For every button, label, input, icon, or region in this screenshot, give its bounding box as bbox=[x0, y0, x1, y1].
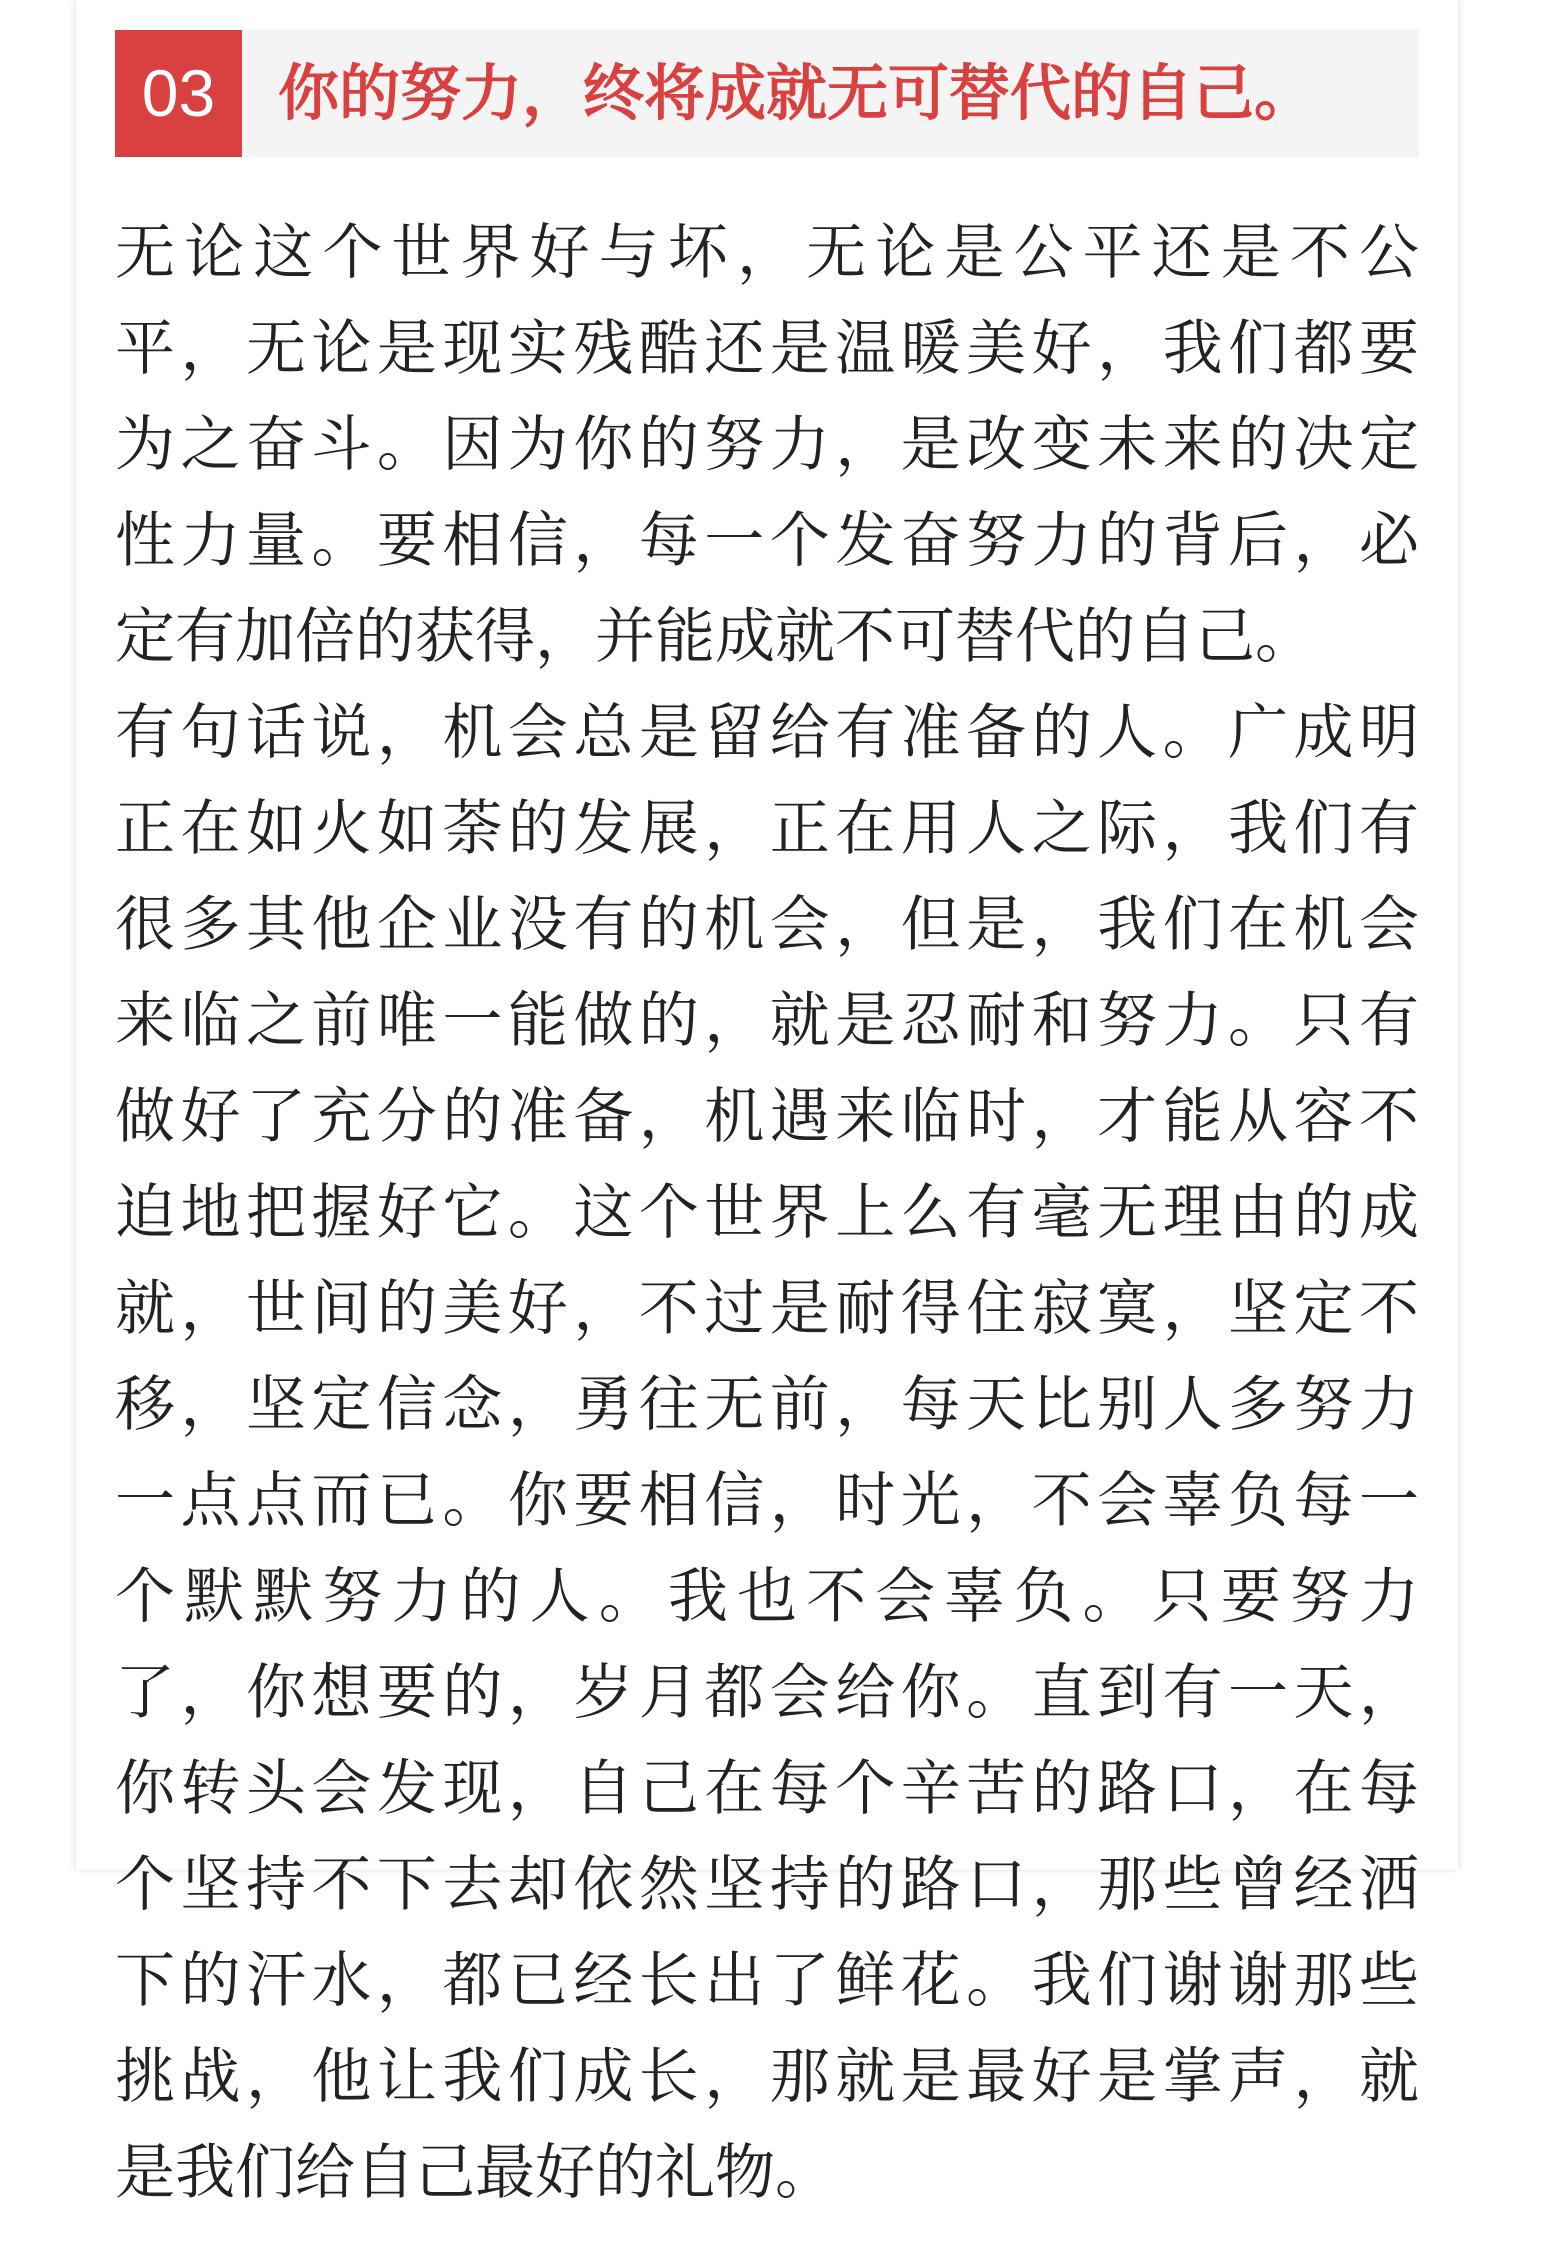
text-line: 定有加倍的获得，并能成就不可替代的自己。 bbox=[115, 602, 1315, 672]
text-line: 有句话说，机会总是留给有准备的人。广成明 bbox=[115, 698, 1419, 768]
text-line: 来临之前唯一能做的，就是忍耐和努力。只有 bbox=[115, 986, 1419, 1056]
section-header bbox=[115, 30, 1419, 157]
text-line: 一点点而已。你要相信，时光，不会辜负每一 bbox=[115, 1466, 1419, 1536]
section-number-badge: 03 bbox=[115, 30, 242, 157]
text-line: 是我们给自己最好的礼物。 bbox=[115, 2138, 835, 2208]
text-line: 性力量。要相信，每一个发奋努力的背后，必 bbox=[115, 506, 1419, 576]
text-line: 无论这个世界好与坏，无论是公平还是不公 bbox=[115, 218, 1419, 288]
text-line: 挑战，他让我们成长，那就是最好是掌声，就 bbox=[115, 2042, 1419, 2112]
text-line: 个默默努力的人。我也不会辜负。只要努力 bbox=[115, 1562, 1419, 1632]
text-line: 迫地把握好它。这个世界上么有毫无理由的成 bbox=[115, 1178, 1419, 1248]
paragraph-2 bbox=[115, 685, 1419, 2221]
text-line: 了，你想要的，岁月都会给你。直到有一天， bbox=[115, 1658, 1419, 1728]
text-line: 平，无论是现实残酷还是温暖美好，我们都要 bbox=[115, 314, 1419, 384]
text-line: 做好了充分的准备，机遇来临时，才能从容不 bbox=[115, 1082, 1419, 1152]
text-line: 正在如火如荼的发展，正在用人之际，我们有 bbox=[115, 794, 1419, 864]
text-line: 下的汗水，都已经长出了鲜花。我们谢谢那些 bbox=[115, 1946, 1419, 2016]
text-line: 个坚持不下去却依然坚持的路口，那些曾经洒 bbox=[115, 1850, 1419, 1920]
text-line: 移，坚定信念，勇往无前，每天比别人多努力 bbox=[115, 1370, 1419, 1440]
text-line: 就，世间的美好，不过是耐得住寂寞，坚定不 bbox=[115, 1274, 1419, 1344]
text-line: 你转头会发现，自己在每个辛苦的路口，在每 bbox=[115, 1754, 1419, 1824]
section-title: 你的努力，终将成就无可替代的自己。 bbox=[278, 58, 1316, 129]
article-body bbox=[115, 205, 1419, 2221]
text-line: 为之奋斗。因为你的努力，是改变未来的决定 bbox=[115, 410, 1419, 480]
paragraph-1 bbox=[115, 205, 1419, 685]
text-line: 很多其他企业没有的机会，但是，我们在机会 bbox=[115, 890, 1419, 960]
